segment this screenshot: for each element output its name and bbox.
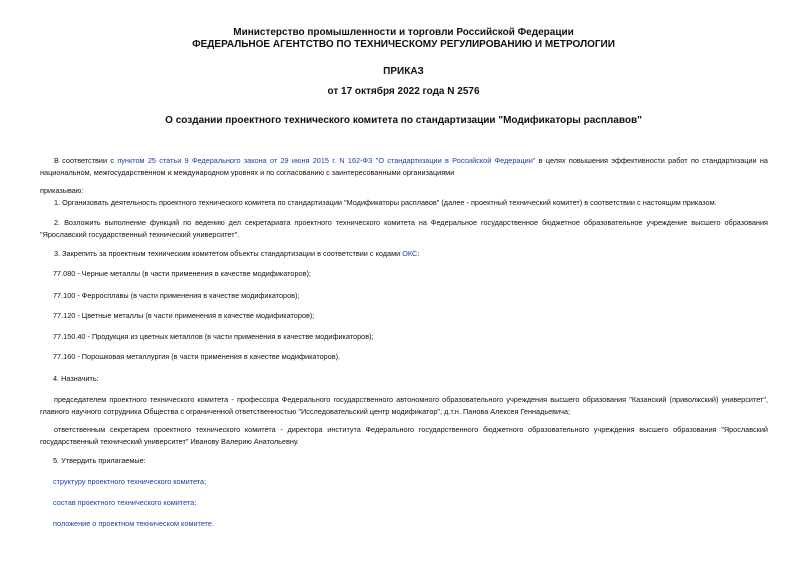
oks-item-77080: 77.080 - Черные металлы (в части применения в качестве модификаторов); [53, 269, 311, 278]
prikazyvayu-text: приказываю: [40, 186, 84, 195]
oks-link[interactable]: ОКС [402, 249, 418, 258]
regulation-link[interactable]: положение о проектном техническом комитете. [53, 519, 214, 528]
attachment-structure-link [53, 476, 768, 488]
item-2: 2. Возложить выполнение функций по ведению дел секретариата проектного технического комитета на Федеральное государственное бюджетное образовательное учреждение высшего образования "Ярославский государственный технический университет". [40, 218, 768, 239]
document-date: от 17 октября 2022 года N 2576 [327, 86, 480, 97]
ministry-heading: Министерство промышленности и торговли Российской Федерации [233, 27, 574, 38]
chairman-appointment: председателем проектного технического комитета - профессора Федерального государственного автономного образовательного учреждения высшего образования "Казанский (приволжский) университет", главного научного сотрудника Общества с ограниченной ответственностью "Исследовательский центр модификатор", д.т.н. Панова Алексея Геннадьевича; [40, 395, 768, 416]
item-3-colon: : [417, 249, 420, 258]
oks-item-7715040: 77.150.40 - Продукция из цветных металлов (в части применения в качестве модификаторов); [53, 332, 374, 341]
item-3 [40, 248, 768, 260]
preamble-text-end: в целях повышения эффективности работ по стандартизации на национальном, межгосударственном и международном уровнях и по согласованию с заинтересованными организациями [40, 156, 768, 177]
law-link[interactable]: пунктом 25 статьи 9 Федерального закона от 29 июня 2015 г. N 162-ФЗ "О стандартизации в Российской Федерации" [117, 156, 536, 165]
secretary-appointment: ответственным секретарем проектного технического комитета - директора института Федерального государственного бюджетного образовательного учреждения высшего образования "Ярославский государственный технический университет" Иванову Валерию Анатольевну. [40, 425, 768, 446]
item-3-text: 3. Закрепить за проектным техническим комитетом объекты стандартизации в соответствии с кодами [54, 249, 403, 258]
oks-item-77120: 77.120 - Цветные металлы (в части применения в качестве модификаторов); [53, 311, 315, 320]
oks-item-77160: 77.160 - Порошковая металлургия (в части применения в качестве модификаторов). [53, 352, 341, 361]
item-4: 4. Назначить: [53, 374, 99, 383]
document-title: О создании проектного технического комитета по стандартизации "Модификаторы расплавов" [165, 115, 642, 126]
item-5: 5. Утвердить прилагаемые: [53, 456, 146, 465]
preamble-text-start: В соответствии с [54, 156, 118, 165]
item-1: 1. Организовать деятельность проектного технического комитета по стандартизации "Модификаторы расплавов" (далее - проектный технический комитет) в соответствии с настоящим приказом. [54, 198, 717, 207]
agency-heading: ФЕДЕРАЛЬНОЕ АГЕНТСТВО ПО ТЕХНИЧЕСКОМУ РЕГУЛИРОВАНИЮ И МЕТРОЛОГИИ [192, 39, 615, 50]
composition-link[interactable]: состав проектного технического комитета; [53, 498, 197, 507]
oks-item-77100: 77.100 - Ферросплавы (в части применения в качестве модификаторов); [53, 291, 300, 300]
attachment-composition-link [53, 497, 768, 509]
document-type: ПРИКАЗ [383, 66, 424, 77]
structure-link[interactable]: структуру проектного технического комитета; [53, 477, 207, 486]
preamble-paragraph [40, 155, 768, 178]
attachment-regulation-link [53, 518, 768, 530]
